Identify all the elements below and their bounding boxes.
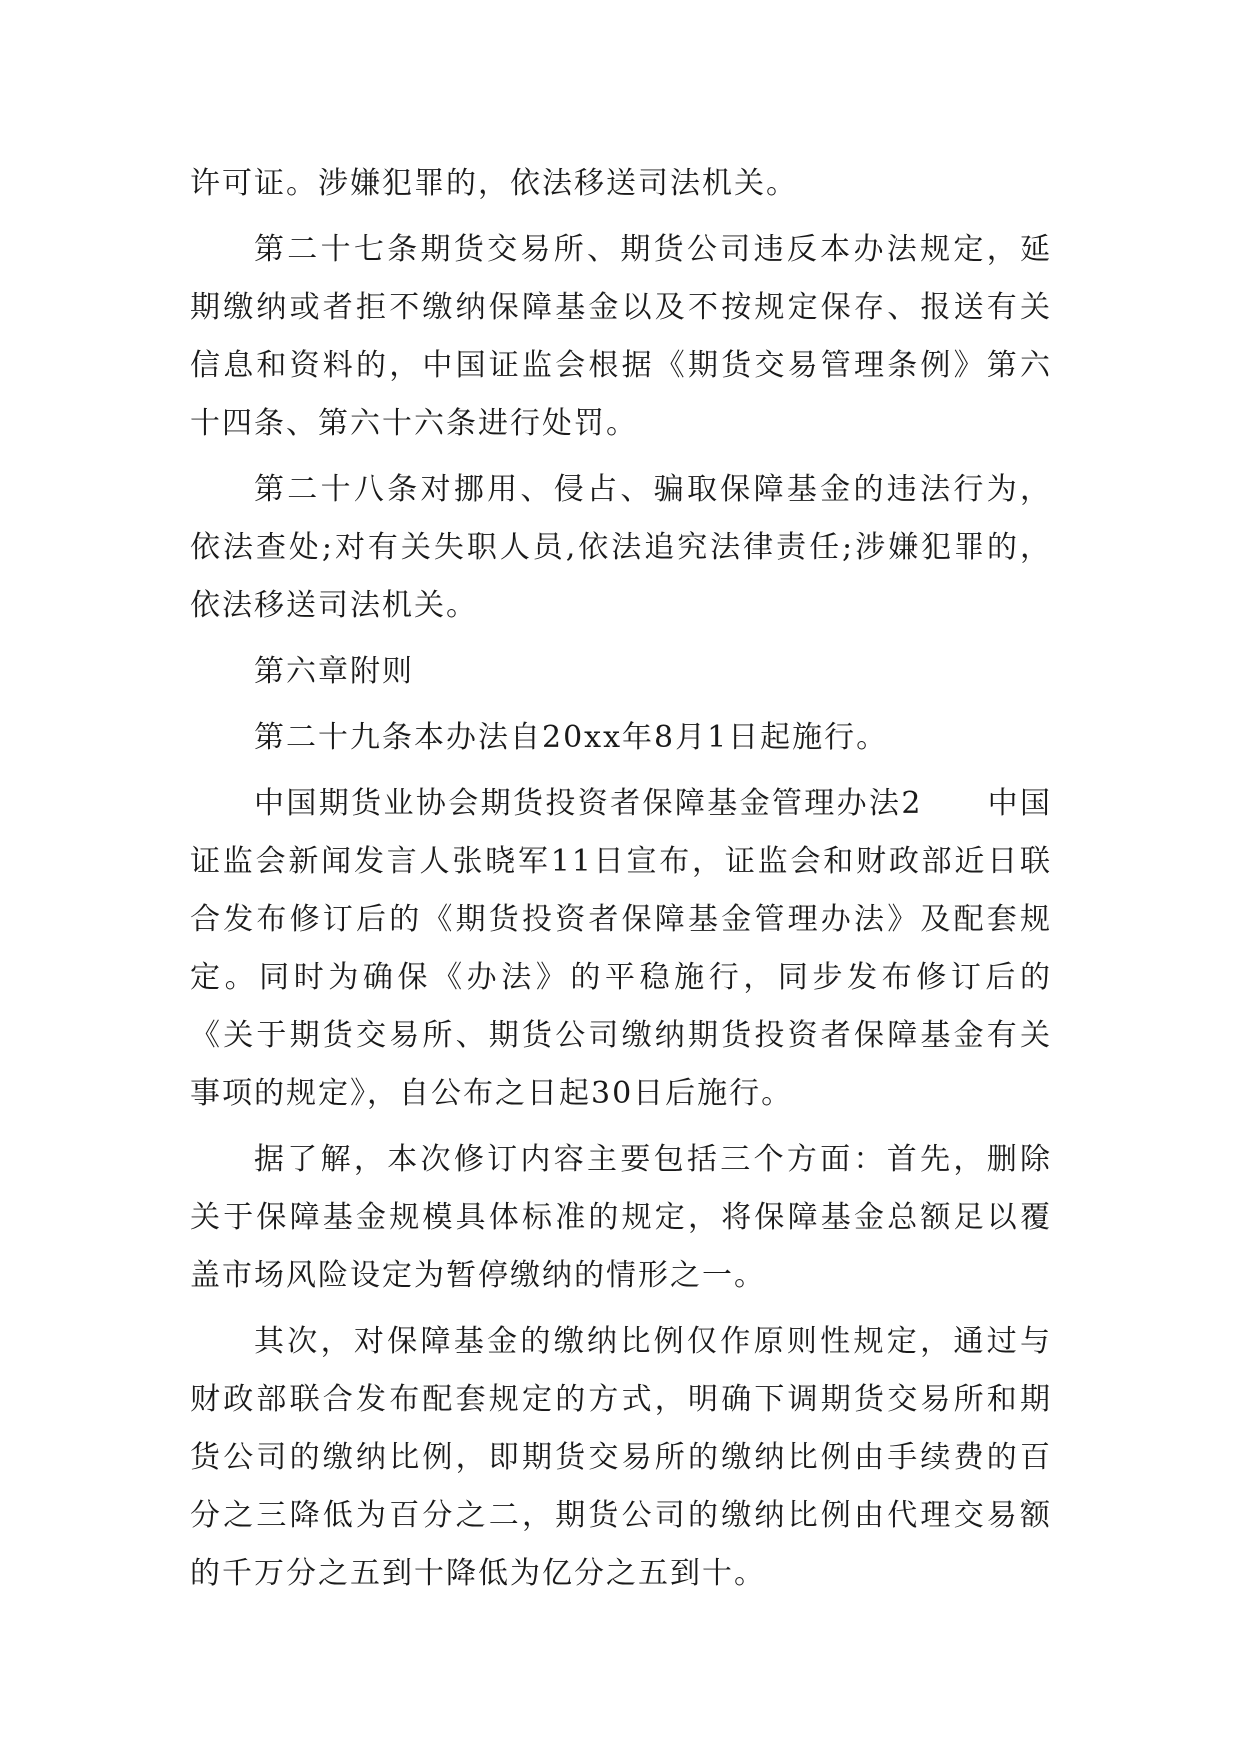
paragraph-continuation: 许可证。涉嫌犯罪的，依法移送司法机关。 [190,166,798,201]
paragraph-article-27: 第二十七条期货交易所、期货公司违反本办法规定，延期缴纳或者拒不缴纳保障基金以及不按规定保存、报送有关信息和资料的，中国证监会根据《期货交易管理条例》第六十四条、第六十六条进行处罚。 [190,232,1052,441]
document-body [190,155,1052,1611]
paragraph-contribution-ratio: 其次，对保障基金的缴纳比例仅作原则性规定，通过与财政部联合发布配套规定的方式，明确下调期货交易所和期货公司的缴纳比例，即期货交易所的缴纳比例由手续费的百分之三降低为百分之二，期货公司的缴纳比例由代理交易额的千万分之五到十降低为亿分之五到十。 [190,1324,1052,1591]
paragraph-revision-overview: 据了解，本次修订内容主要包括三个方面：首先，删除关于保障基金规模具体标准的规定，将保障基金总额足以覆盖市场风险设定为暂停缴纳的情形之一。 [190,1142,1052,1293]
paragraph-article-29: 第二十九条本办法自20xx年8月1日起施行。 [254,720,889,755]
paragraph-article-28: 第二十八条对挪用、侵占、骗取保障基金的违法行为，依法查处;对有关失职人员,依法追究法律责任;涉嫌犯罪的，依法移送司法机关。 [190,472,1052,623]
paragraph-news-announcement: 中国期货业协会期货投资者保障基金管理办法2 中国证监会新闻发言人张晓军11日宣布，证监会和财政部近日联合发布修订后的《期货投资者保障基金管理办法》及配套规定。同时为确保《办法》的平稳施行，同步发布修订后的《关于期货交易所、期货公司缴纳期货投资者保障基金有关事项的规定》，自公布之日起30日后施行。 [190,786,1052,1111]
chapter-heading-supplementary: 第六章附则 [254,654,414,689]
